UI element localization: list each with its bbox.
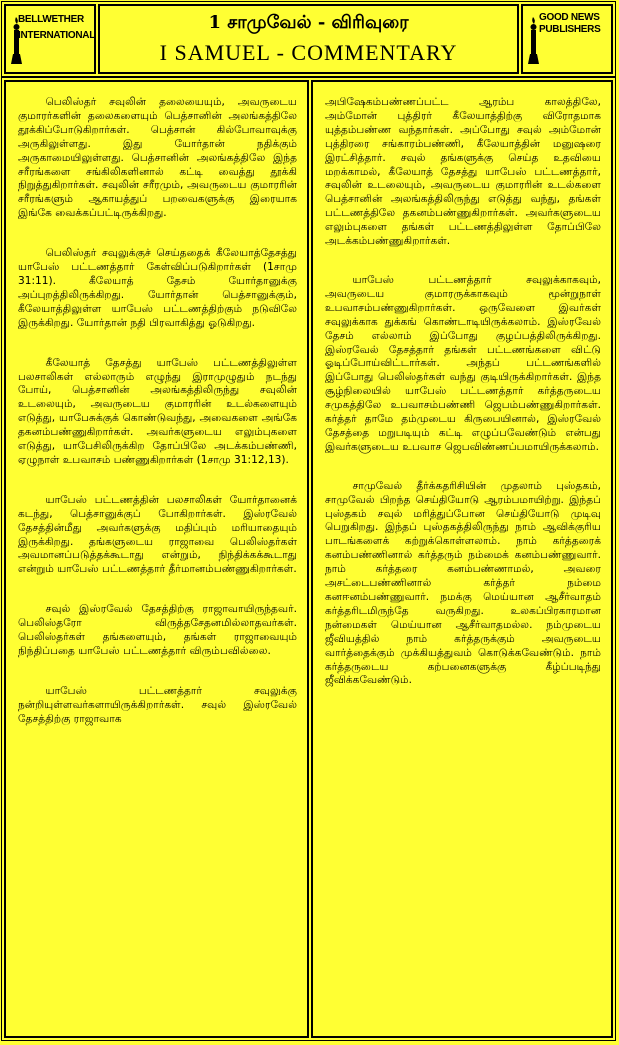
- paragraph: பெலிஸ்தர் சவுலின் தலையையும், அவருடைய குமாரர்களின் தலைகளையும் பெத்சானின் அலங்கத்திலே தூக்கிப்போடுகிறார்கள். பெத்சான் கில்போவாவுக்கு அருகிலுள்ளது. இது யோர்தான் நதிக்கும் அருகாமையிலுள்ளது. பெத்சானின் அலங்கத்திலே இந்த சரீரங்களை சங்கிலிகளினால் கட்டி வைத்து தூக்கி நிறுத்துகிறார்கள். சவுலின் சரீரமும், அவருடைய குமாரரின் சரீரங்களும் ஆகாயத்துப் பறவைகளுக்கு இரையாக இங்கே வைக்கப்பட்டிருக்கிறது.: [18, 96, 297, 220]
- logo-line2: INTERNATIONAL: [18, 30, 96, 41]
- header: [2, 2, 615, 78]
- paragraph: சாமுவேல் தீர்க்கதரிசியின் முதலாம் புஸ்தகம், சாமுவேல் பிறந்த செய்தியோடு ஆரம்பமாயிற்று. இந்தப் புஸ்தகம் சவுல் மரித்துப்போன செய்தியோடு முடிவு பெறுகிறது. இந்தப் புஸ்தகத்திலிருந்து நாம் ஆவிக்குரிய பாடங்களைக் கற்றுக்கொள்ளலாம். நாம் கர்த்தரைக் கனம்பண்ணினால் கர்த்தரும் நம்மைக் கனம்பண்ணுவார். நாம் கர்த்தரை கனம்பண்ணாமல், அவரை அசட்டைபண்ணினால் கர்த்தர் நம்மை கனஈனம்பண்ணுவார். நமக்கு மெய்யான ஆசீர்வாதம் கர்த்தரிடமிருந்தே வருகிறது. உலகப்பிரகாரமான நன்மைகள் மெய்யான ஆசீர்வாதமல்ல. நம்முடைய ஜீவியத்தில் நாம் கர்த்தருக்கும் அவருடைய வார்த்தைக்கும் முக்கியத்துவம் கொடுக்கவேண்டும். நாம் கர்த்தருடைய கற்பனைகளுக்கு கீழ்ப்படிந்து ஜீவிக்கவேண்டும்.: [325, 479, 601, 687]
- columns: [4, 80, 613, 1038]
- paragraph: கீலேயாத் தேசத்து யாபேஸ் பட்டணத்திலுள்ள பலசாலிகள் எல்லாரும் எழுந்து இராமுழுதும் நடந்து போய், பெத்சானின் அலங்கத்திலிருந்து சவுலின் உடலையும், அவருடைய குமாரரின் உடல்களையும் எடுத்து, யாபேசுக்குக் கொண்டுவந்து, அவைகளை அங்கே தகனம்பண்ணுகிறார்கள். அவர்களுடைய எலும்புகளை எடுத்து, யாபேசிலிருக்கிற தோப்பிலே அடக்கம்பண்ணி, ஏழுநாள் உபவாசம் பண்ணுகிறார்கள் (1சாமு 31:12,13).: [18, 356, 297, 466]
- logo-line2: PUBLISHERS: [539, 24, 601, 35]
- title-english: I SAMUEL - COMMENTARY: [159, 40, 458, 65]
- paragraph: அபிஷேகம்பண்ணப்பட்ட ஆரம்ப காலத்திலே, அம்மோன் புத்திரர் கீலேயாத்திற்கு விரோதமாக யுத்தம்பண்ண வந்தார்கள். அப்போது சவுல் அம்மோன் புத்திரரை சங்காரம்பண்ணி, கீலேயாத்தின் மனுஷரை இரட்சித்தார். சவுல் தங்களுக்கு செய்த உதவியை மறக்காமல், கீலேயாத் தேசத்து யாபேஸ் பட்டணத்தார், சவுலின் உடலையும், அவருடைய குமாரரின் உடல்களை பெத்சானின் அலங்கத்திலிருந்து எடுத்து வந்து, தங்கள் பட்டணத்திலே தகனம்பண்ணுகிறார்கள். அவர்களுடைய எலும்புகளை தங்கள் பட்டணத்திலுள்ள தோப்பிலே அடக்கம்பண்ணுகிறார்கள்.: [325, 96, 601, 248]
- paragraph: பெலிஸ்தர் சவுலுக்குச் செய்ததைக் கீலேயாத்தேசத்து யாபேஸ் பட்டணத்தார் கேள்விப்படுகிறார்கள் (1சாமு 31:11). கீலேயாத் தேசம் யோர்தானுக்கு அப்புறத்திலிருக்கிறது. யோர்தான் பெத்சானுக்கும், கீலேயாத்திலுள்ள யாபேஸ் பட்டணத்திற்கும் நடுவிலே இருக்கிறது. யோர்தான் நதி பிரவாகித்து ஓடுகிறது.: [18, 247, 297, 329]
- logo-line1: GOOD NEWS: [539, 12, 600, 23]
- bellwether-logo: [4, 4, 96, 74]
- right-column: [311, 80, 613, 1038]
- page: [1, 1, 616, 1041]
- paragraph: யாபேஸ் பட்டணத்தார் சவுலுக்கு நன்றியுள்ளவர்களாயிருக்கிறார்கள். சவுல் இஸ்ரவேல் தேசத்திற்கு ராஜாவாக: [18, 684, 297, 725]
- left-column: [4, 80, 309, 1038]
- paragraph: யாபேஸ் பட்டணத்தின் பலசாலிகள் யோர்தானைக் கடந்து, பெத்சானுக்குப் போகிறார்கள். இஸ்ரவேல் தேசத்தின்மீது அவர்களுக்கு மதிப்பும் மரியாதையும் இருக்கிறது. தங்களுடைய ராஜாவை பெலிஸ்தர்கள் அவமானப்படுத்தக்கூடாது என்றும், நிந்திக்கக்கூடாது என்றும் யாபேஸ் பட்டணத்தார் தீர்மானம்பண்ணுகிறார்கள்.: [18, 493, 297, 576]
- paragraph: யாபேஸ் பட்டணத்தார் சவுலுக்காகவும், அவருடைய குமாரருக்காகவும் மூன்றுநாள் உபவாசம்பண்ணுகிறார்கள். ஒருவேளை இவர்கள் சவுலுக்காக துக்கங் கொண்டாடியிருக்கலாம். இஸ்ரவேல் தேசம் எல்லாம் இப்போது குழப்பத்திலிருக்கிறது. இஸ்ரவேல் தேசத்தார் தங்கள் பட்டணங்களை விட்டு ஓடிப்போய்விட்டார்கள். அந்தப் பட்டணங்களில் இப்போது பெலிஸ்தர்கள் வந்து குடியிருக்கிறார்கள். இந்த சூழ்நிலையில் யாபேஸ் பட்டணத்தார் கர்த்தருடைய சமுகத்திலே உபவாசம்பண்ணி ஜெபம்பண்ணுகிறார்கள். கர்த்தர் தாமே தம்முடைய கிருபையினால், இஸ்ரவேல் தேசத்தை மறுபடியும் கட்டி எழுப்பவேண்டும் என்பது இவர்களுடைய உபவாச ஜெபவிண்ணப்பமாயிருக்கலாம்.: [325, 273, 601, 453]
- title-tamil: 1 சாமுவேல் - விரிவுரை: [208, 12, 409, 33]
- title-box: [98, 4, 519, 74]
- logo-line1: BELLWETHER: [18, 14, 84, 25]
- paragraph: சவுல் இஸ்ரவேல் தேசத்திற்கு ராஜாவாயிருந்தவர். பெலிஸ்தரோ விருத்தசேதனமில்லாதவர்கள். பெலிஸ்தர்கள் தங்களையும், தங்கள் ராஜாவையும் நிந்திப்பதை யாபேஸ் பட்டணத்தார் விரும்பவில்லை.: [18, 603, 297, 657]
- good-news-logo: [521, 4, 613, 74]
